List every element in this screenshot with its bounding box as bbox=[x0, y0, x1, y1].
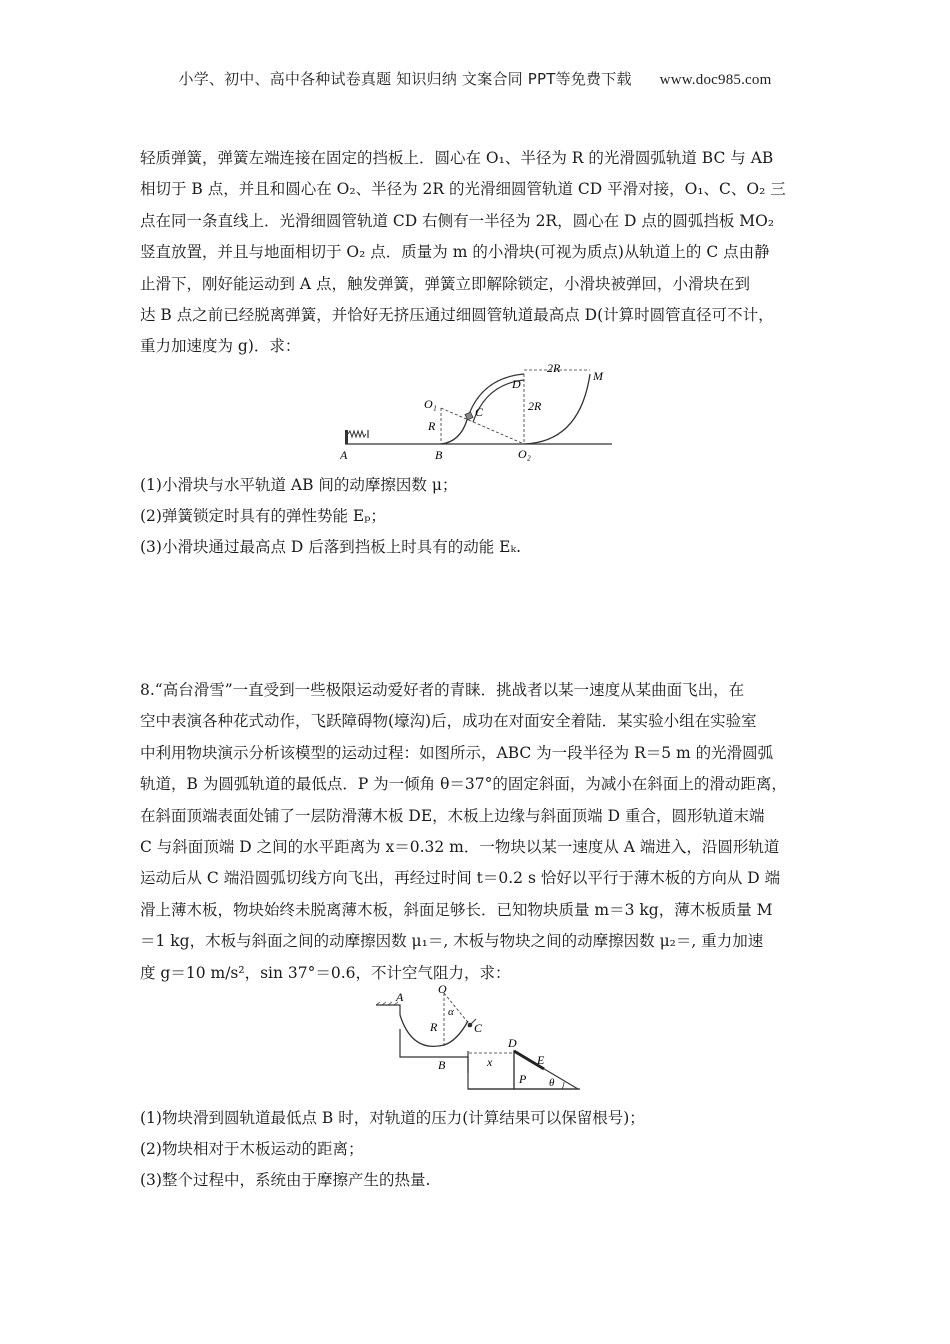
problem8-line: 度 g＝10 m/s²，sin 37°＝0.6，不计空气阻力，求： bbox=[140, 963, 511, 982]
problem8-line: 滑上薄木板，物块始终未脱离薄木板，斜面足够长．已知物块质量 m＝3 kg，薄木板质量 M bbox=[140, 900, 773, 919]
label-a: A bbox=[396, 990, 404, 1004]
fixed-wall bbox=[345, 430, 348, 444]
problem7-line: 重力加速度为 g)．求： bbox=[140, 337, 301, 356]
problem7-figure bbox=[340, 360, 620, 465]
problem7-line: 轻质弹簧，弹簧左端连接在固定的挡板上．圆心在 O₁、半径为 R 的光滑圆弧轨道 BC 与 AB bbox=[140, 149, 774, 167]
question: (1)小滑块与水平轨道 AB 间的动摩擦因数 μ； bbox=[140, 476, 458, 494]
problem8-line: ＝1 kg，木板与斜面之间的动摩擦因数 μ₁＝, 木板与物块之间的动摩擦因数 μ₂＝, 重力加速 bbox=[140, 932, 764, 951]
question: (1)物块滑到圆轨道最低点 B 时，对轨道的压力(计算结果可以保留根号)； bbox=[140, 1109, 645, 1127]
problem8-line: 轨道，B 为圆弧轨道的最低点．P 为一倾角 θ＝37°的固定斜面，为减小在斜面上的滑动距离， bbox=[140, 775, 787, 794]
problem8-line: 8.“高台滑雪”一直受到一些极限运动爱好者的青睐．挑战者以某一速度从某曲面飞出，在 bbox=[140, 681, 745, 699]
problem7-line: 达 B 点之前已经脱离弹簧，并恰好无挤压通过细圆管轨道最高点 D(计算时圆管直径可不计， bbox=[140, 306, 774, 325]
label-2r-top: 2R bbox=[547, 361, 561, 375]
problem8-line: 在斜面顶端表面处铺了一层防滑薄木板 DE，木板上边缘与斜面顶端 D 重合，圆形轨道末端 bbox=[140, 806, 765, 825]
problem8-questions bbox=[140, 1103, 645, 1196]
label-r: R bbox=[428, 419, 436, 433]
label-a: A bbox=[340, 448, 348, 462]
label-c: C bbox=[474, 1021, 483, 1035]
label-r: R bbox=[430, 1020, 438, 1034]
question: (2)物块相对于木板运动的距离； bbox=[140, 1140, 364, 1158]
question: (3)小滑块通过最高点 D 后落到挡板上时具有的动能 Eₖ. bbox=[140, 538, 522, 556]
problem7-line: 止滑下，刚好能运动到 A 点，触发弹簧，弹簧立即解除锁定，小滑块被弹回，小滑块在到 bbox=[140, 274, 751, 293]
label-e: E bbox=[537, 1053, 545, 1067]
label-2r-side: 2R bbox=[528, 399, 542, 413]
arc-bc bbox=[441, 420, 467, 444]
problem8-text bbox=[140, 675, 824, 989]
label-alpha: α bbox=[448, 1006, 454, 1018]
label-o2: O₂ bbox=[518, 447, 531, 461]
problem8-figure bbox=[372, 985, 582, 1093]
label-b: B bbox=[438, 1058, 446, 1072]
page-header bbox=[0, 68, 950, 89]
header-text: 小学、初中、高中各种试卷真题 知识归纳 文案合同 PPT等免费下载 bbox=[178, 70, 632, 88]
header-url[interactable]: www.doc985.com bbox=[659, 72, 772, 88]
problem8-line: 运动后从 C 端沿圆弧切线方向飞出，再经过时间 t＝0.2 s 恰好以平行于薄木板的方向从 D 端 bbox=[140, 869, 781, 888]
problem8-line: C 与斜面顶端 D 之间的水平距离为 x＝0.32 m．一物块以某一速度从 A 端进入，沿圆形轨道 bbox=[140, 838, 780, 857]
problem7-line: 相切于 B 点，并且和圆心在 O₂、半径为 2R 的光滑细圆管轨道 CD 平滑对接，O₁、C、O₂ 三 bbox=[140, 180, 786, 199]
problem7-text bbox=[140, 143, 824, 363]
label-c: C bbox=[475, 405, 484, 419]
problem8-line: 中利用物块演示分析该模型的运动过程：如图所示，ABC 为一段半径为 R＝5 m 的光滑圆弧 bbox=[140, 743, 774, 762]
problem7-line: 点在同一条直线上．光滑细圆管轨道 CD 右侧有一半径为 2R，圆心在 D 点的圆弧挡板 MO₂ bbox=[140, 211, 775, 230]
problem7-line: 竖直放置，并且与地面相切于 O₂ 点．质量为 m 的小滑块(可视为质点)从轨道上的 C 点由静 bbox=[140, 243, 770, 262]
problem8-line: 空中表演各种花式动作，飞跃障碍物(壕沟)后，成功在对面安全着陆．某实验小组在实验室 bbox=[140, 712, 757, 731]
label-p: P bbox=[519, 1072, 527, 1086]
question: (3)整个过程中，系统由于摩擦产生的热量. bbox=[140, 1171, 431, 1189]
label-b: B bbox=[435, 448, 443, 462]
label-o: O bbox=[438, 985, 447, 996]
label-m: M bbox=[593, 369, 603, 383]
label-d: D bbox=[512, 377, 521, 391]
problem7-questions bbox=[140, 470, 521, 563]
label-d: D bbox=[508, 1036, 517, 1050]
question: (2)弹簧锁定时具有的弹性势能 Eₚ； bbox=[140, 507, 386, 525]
spring bbox=[348, 431, 366, 437]
angle-arc bbox=[562, 1082, 564, 1089]
left-platform bbox=[376, 1005, 400, 1015]
label-o1: O₁ bbox=[424, 397, 437, 411]
label-theta: θ bbox=[549, 1077, 555, 1089]
label-x: x bbox=[487, 1055, 493, 1069]
